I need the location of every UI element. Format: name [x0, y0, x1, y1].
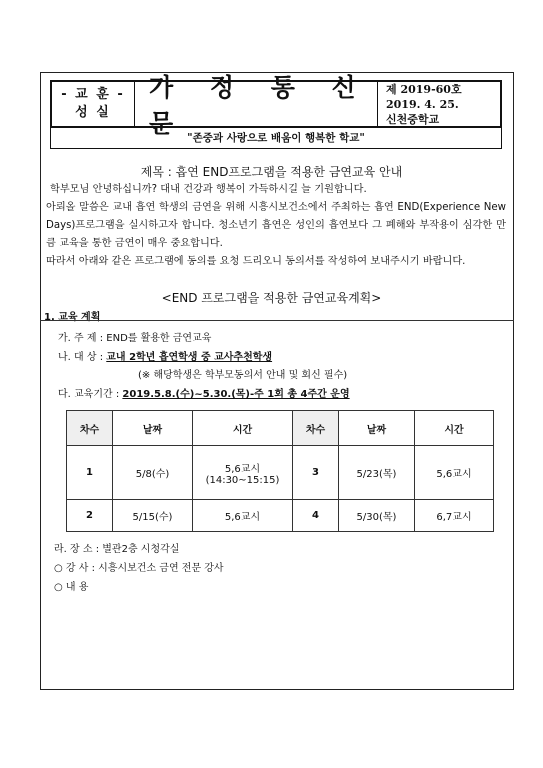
school-motto-box [52, 82, 135, 126]
plan-period-label: 다. 교육기간 : [58, 389, 120, 400]
table-row [67, 500, 494, 532]
section-divider [40, 320, 514, 321]
date-cell: 5/15(수) [113, 500, 193, 532]
plan-lecturer-value: 시흥시보건소 금연 전문 강사 [98, 563, 224, 574]
header-round: 차수 [67, 411, 113, 446]
document-title: 가 정 통 신 문 [135, 82, 378, 126]
plan-target-label: 나. 대 상 : [58, 352, 104, 363]
plan-period [58, 388, 350, 402]
date-cell: 5/8(수) [113, 446, 193, 500]
plan-target [58, 351, 272, 365]
time-range: (14:30~15:15) [205, 474, 280, 486]
doc-number: 제 2019-60호 [386, 82, 462, 96]
plan-period-value: 2019.5.8.(수)~5.30.(목)-주 1회 총 4주간 운영 [122, 389, 350, 400]
date-cell: 5/23(목) [339, 446, 415, 500]
plan-lecturer-label: ○ 강 사 : [54, 563, 95, 574]
table-row [67, 446, 494, 500]
plan-title: <END 프로그램을 적용한 금연교육계획> [161, 291, 382, 305]
table-header-row [67, 411, 494, 446]
school-slogan: "존중과 사랑으로 배움이 행복한 학교" [50, 128, 502, 149]
plan-target-note: (※ 해당학생은 학부모동의서 안내 및 회신 필수) [138, 370, 348, 381]
header-time: 시간 [193, 411, 293, 446]
time-period: 5,6교시 [224, 463, 261, 475]
time-cell [193, 446, 293, 500]
round-cell: 3 [293, 446, 339, 500]
plan-subject-label: 가. 주 제 : [58, 333, 104, 344]
plan-place-label: 라. 장 소 : [54, 544, 100, 555]
round-cell: 2 [67, 500, 113, 532]
round-cell: 4 [293, 500, 339, 532]
date-cell: 5/30(목) [339, 500, 415, 532]
schedule-table [66, 410, 494, 532]
plan-content-label: ○ 내 용 [54, 582, 89, 593]
header-round: 차수 [293, 411, 339, 446]
letter-subject: 제목 : 흡연 END프로그램을 적용한 금연교육 안내 [140, 165, 403, 179]
header-time: 시간 [415, 411, 494, 446]
time-cell: 5,6교시 [415, 446, 494, 500]
header-date: 날짜 [113, 411, 193, 446]
plan-lecturer [54, 559, 224, 574]
motto-value: 성 실 [75, 105, 111, 120]
document-meta [378, 82, 500, 126]
plan-place-value: 별관2층 시청각실 [102, 544, 180, 555]
time-cell: 6,7교시 [415, 500, 494, 532]
time-cell: 5,6교시 [193, 500, 293, 532]
header-date: 날짜 [339, 411, 415, 446]
plan-subject-value: END를 활용한 금연교육 [106, 333, 212, 344]
school-name: 신천중학교 [386, 112, 440, 126]
plan-target-value: 교내 2학년 흡연학생 중 교사추천학생 [106, 352, 273, 363]
round-cell: 1 [67, 446, 113, 500]
intro-body: 아뢰올 말씀은 교내 흡연 학생의 금연을 위해 시흥시보건소에서 주최하는 흡연 END(Experience New Days)프로그램을 실시하고자 합니다. 청소년기 흡연은 성인의 흡연보다 그 폐해와 부작용이 심각한 만큼 교육을 통한 금연이 매우 중요합니다. [46, 202, 506, 249]
motto-label: - 교 훈 - [61, 87, 125, 102]
plan-subject [58, 332, 211, 346]
section-heading: 1. 교육 계획 [44, 312, 101, 323]
plan-place [54, 540, 179, 555]
intro-greeting: 학부모님 안녕하십니까? 대내 건강과 행복이 가득하시길 늘 기원합니다. [50, 184, 367, 195]
intro-request: 따라서 아래와 같은 프로그램에 동의를 요청 드리오니 동의서를 작성하여 보내주시기 바랍니다. [46, 256, 466, 267]
doc-date: 2019. 4. 25. [386, 97, 459, 111]
